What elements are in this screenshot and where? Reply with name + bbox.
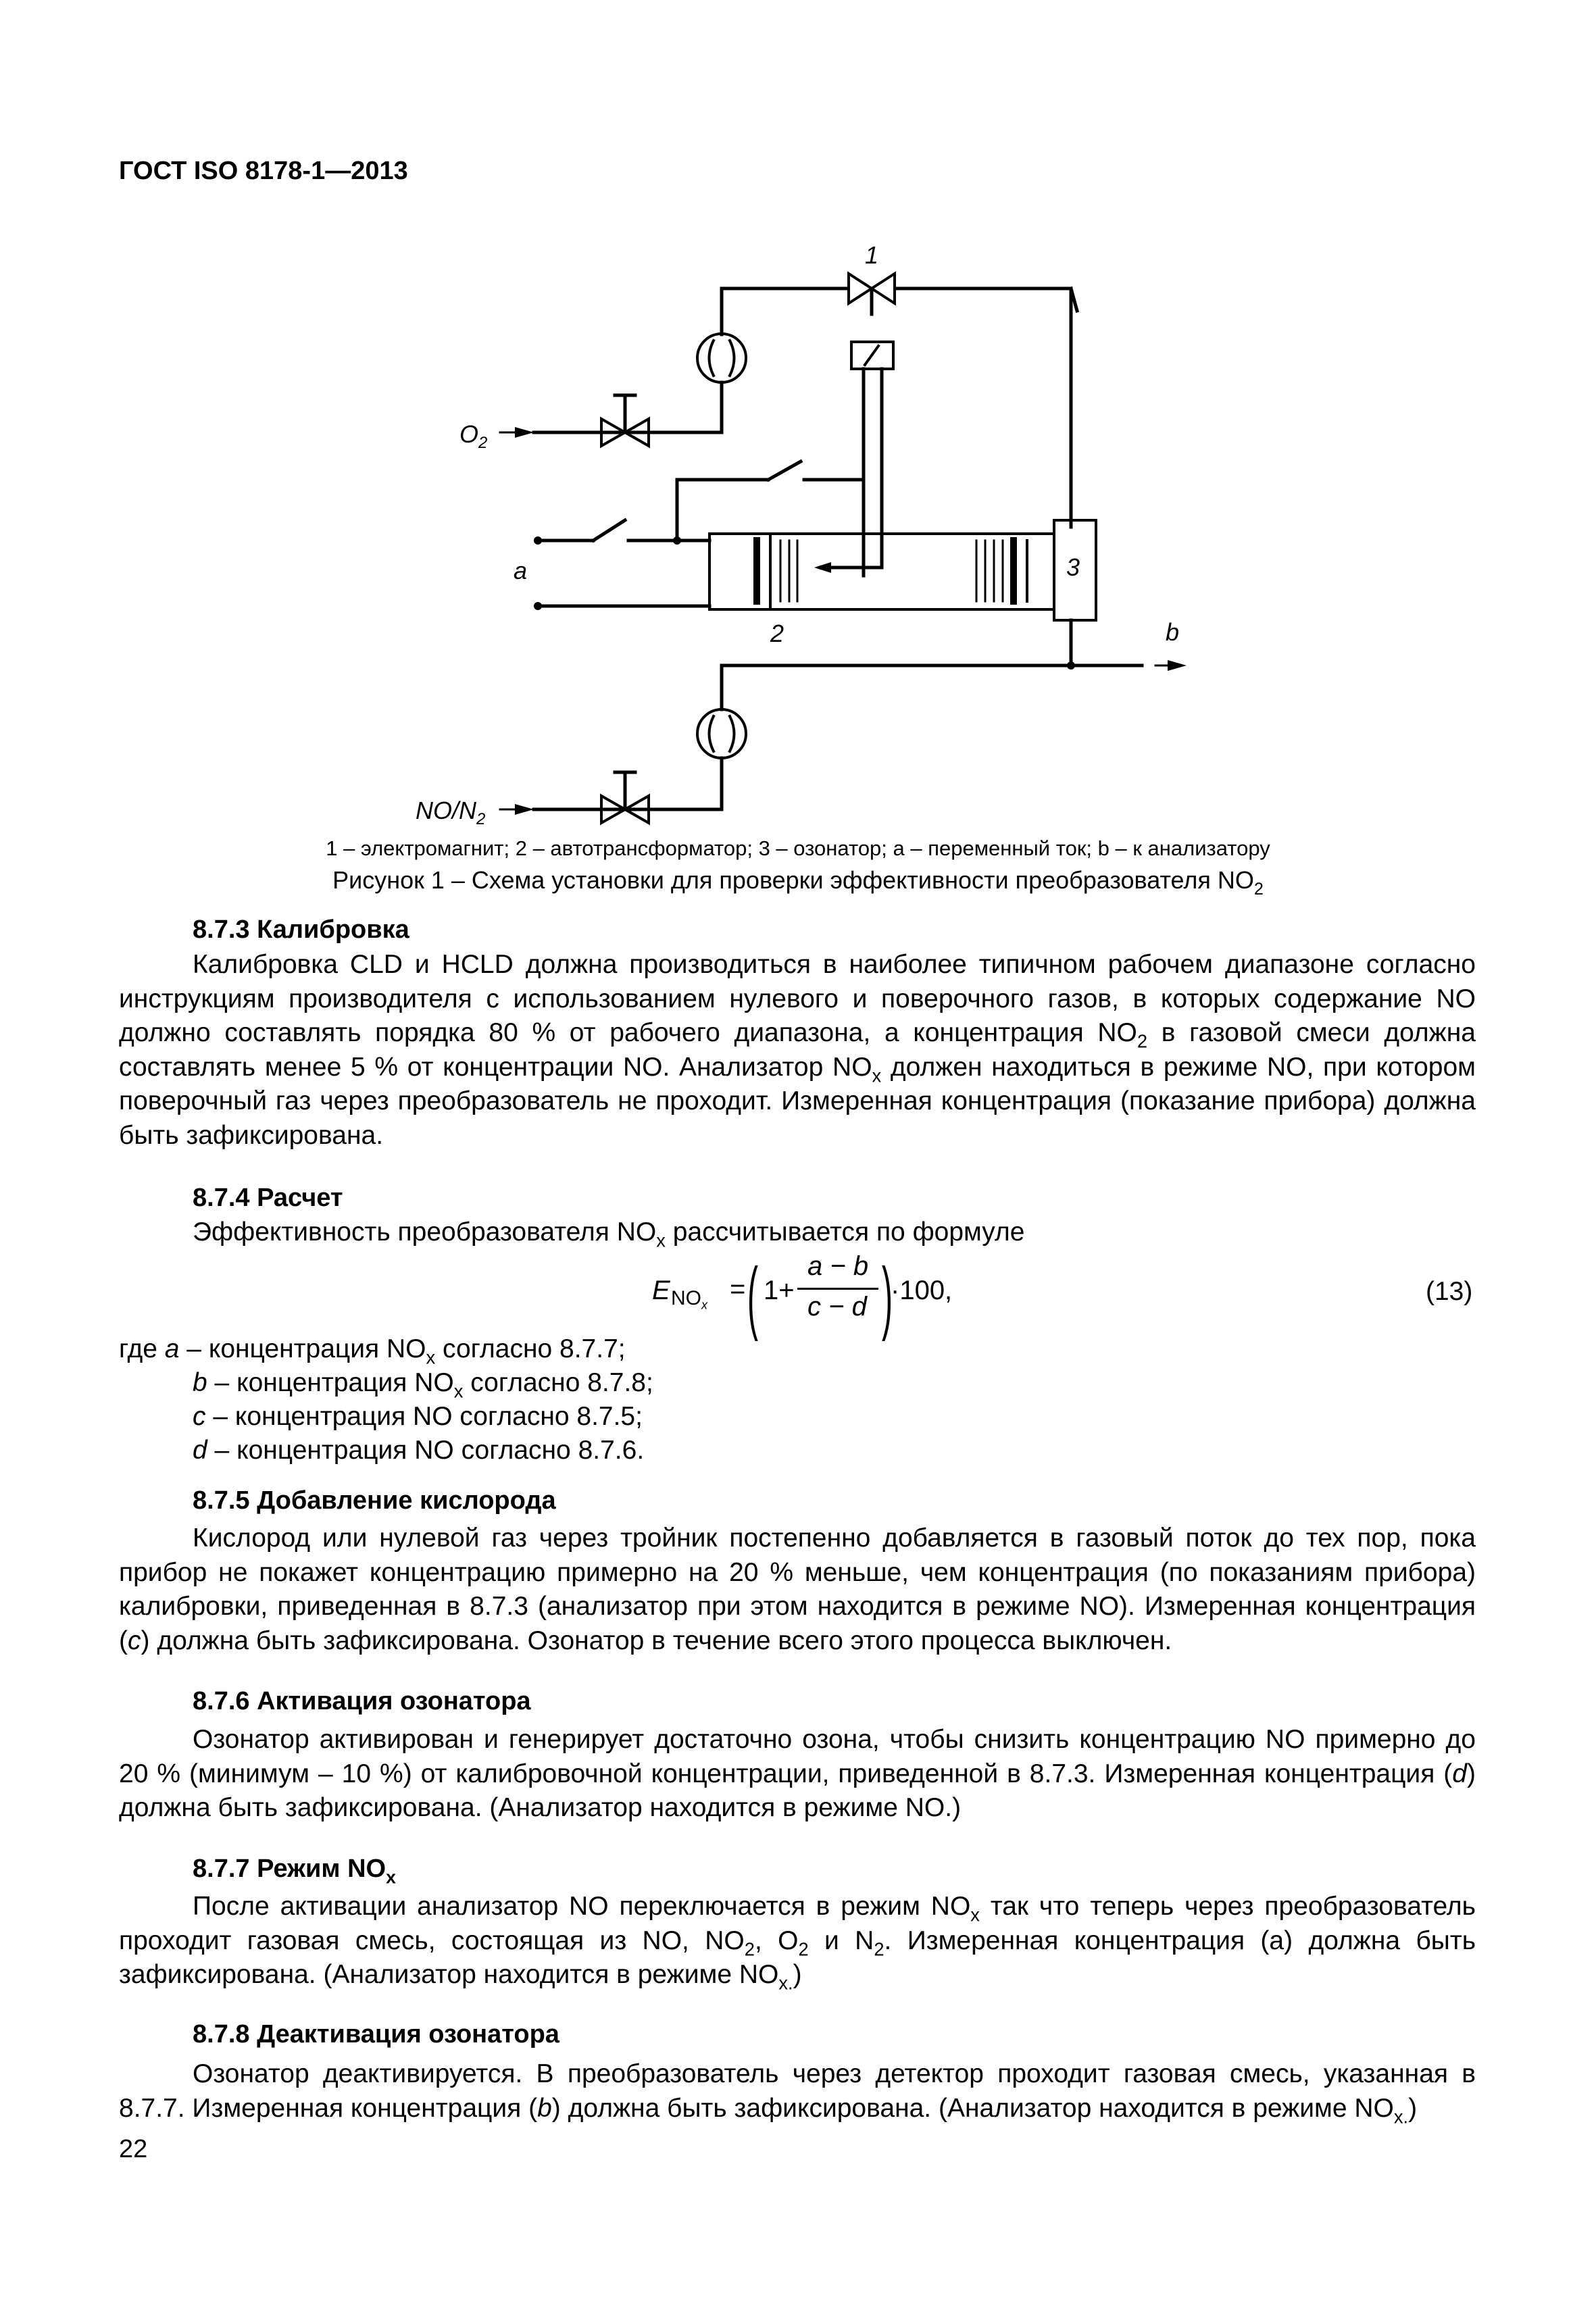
where-c: c – концентрация NO согласно 8.7.5; (193, 1402, 643, 1431)
section-8-7-4-heading: 8.7.4 Расчет (193, 1184, 343, 1212)
section-8-7-7-text: После активации анализатор NO переключается в режим $NO_x$ так что теперь через преобразователь проходит газовая смесь, состоящая из NO, $NO_2$, $O_2$ и $N_2$. Измеренная концентрация (а) должна быть зафиксирована. (Анализатор находится в режиме $NO_{x.}$) (119, 1892, 1476, 1994)
solenoid-valve-1 (849, 274, 895, 314)
label-1: 1 (865, 241, 879, 269)
section-8-7-3-heading: 8.7.3 Калибровка (193, 915, 409, 944)
where-d: d – концентрация NO согласно 8.7.6. (193, 1436, 645, 1465)
section-8-7-7-heading: 8.7.7 Режим $NO_x$ (193, 1855, 396, 1888)
converter-efficiency-test-diagram (0, 0, 1596, 838)
o2-valve (601, 395, 649, 446)
where-a: где a – концентрация $NO_x$ согласно 8.7.7; (119, 1334, 626, 1368)
section-8-7-8-heading: 8.7.8 Деактивация озонатора (193, 2020, 559, 2048)
page-number: 22 (119, 2135, 148, 2163)
flow-meter-top (697, 334, 746, 382)
no-n2-valve (601, 772, 649, 823)
label-no-n2: $NO/N_2$ (416, 797, 486, 828)
flow-meter-bottom (697, 709, 746, 758)
label-2: 2 (770, 620, 784, 647)
section-8-7-5-heading: 8.7.5 Добавление кислорода (193, 1486, 556, 1515)
section-8-7-3-text: Калибровка CLD и HCLD должна производиться в наиболее типичном рабочем диапазоне согласно инструкциям производителя с использованием нулевого и поверочного газов, в которых содержание NO должно составлять порядка 80 % от рабочего диапазона, а концентрация $NO_2$ в газовой смеси должна составлять менее 5 % от концентрации NO. Анализатор $NO_x$ должен находиться в режиме NO, при котором поверочный газ через преобразователь не проходит. Измеренная концентрация (показание прибора) должна быть зафиксирована. (119, 950, 1476, 1150)
label-3: 3 (1066, 553, 1080, 581)
ozonator-coil (976, 534, 1054, 609)
figure-legend: 1 – электромагнит; 2 – автотрансформатор; 3 – озонатор; а – переменный ток; b – к анализатору (326, 836, 1270, 860)
section-8-7-6-text: Озонатор активирован и генерирует достаточно озона, чтобы снизить концентрацию NO примерно до 20 % (минимум – 10 %) от калибровочной концентрации, приведенной в 8.7.3. Измеренная концентрация (d) должна быть зафиксирована. (Анализатор находится в режиме NO.) (119, 1725, 1476, 1822)
label-o2: $O_2$ (459, 420, 488, 452)
figure-title: Рисунок 1 – Схема установки для проверки эффективности преобразователя $NO_2$ (332, 866, 1264, 899)
section-8-7-8-text: Озонатор деактивируется. В преобразователь через детектор проходит газовая смесь, указанная в 8.7.7. Измеренная концентрация (b) должна быть зафиксирована. (Анализатор находится в режиме $NO_{x.}$) (119, 2059, 1476, 2128)
label-a: a (514, 557, 528, 584)
equation-number: (13) (1426, 1277, 1473, 1306)
label-b: b (1166, 618, 1180, 646)
section-8-7-6-heading: 8.7.6 Активация озонатора (193, 1687, 531, 1715)
autotransformer-2 (709, 534, 797, 609)
section-8-7-5-text: Кислород или нулевой газ через тройник постепенно добавляется в газовый поток до тех пор, пока прибор не покажет концентрацию примерно на 20 % меньше, чем концентрация (по показаниям прибора) калибровки, приведенная в 8.7.3 (анализатор при этом находится в режиме NO). Измеренная концентрация (c) должна быть зафиксирована. Озонатор в течение всего этого процесса выключен. (119, 1524, 1476, 1655)
where-b: b – концентрация $NO_x$ согласно 8.7.8; (193, 1368, 653, 1402)
section-8-7-4-intro: Эффективность преобразователя $NO_x$ рассчитывается по формуле (193, 1217, 1025, 1251)
document-header: ГОСТ ISO 8178-1—2013 (119, 157, 408, 185)
